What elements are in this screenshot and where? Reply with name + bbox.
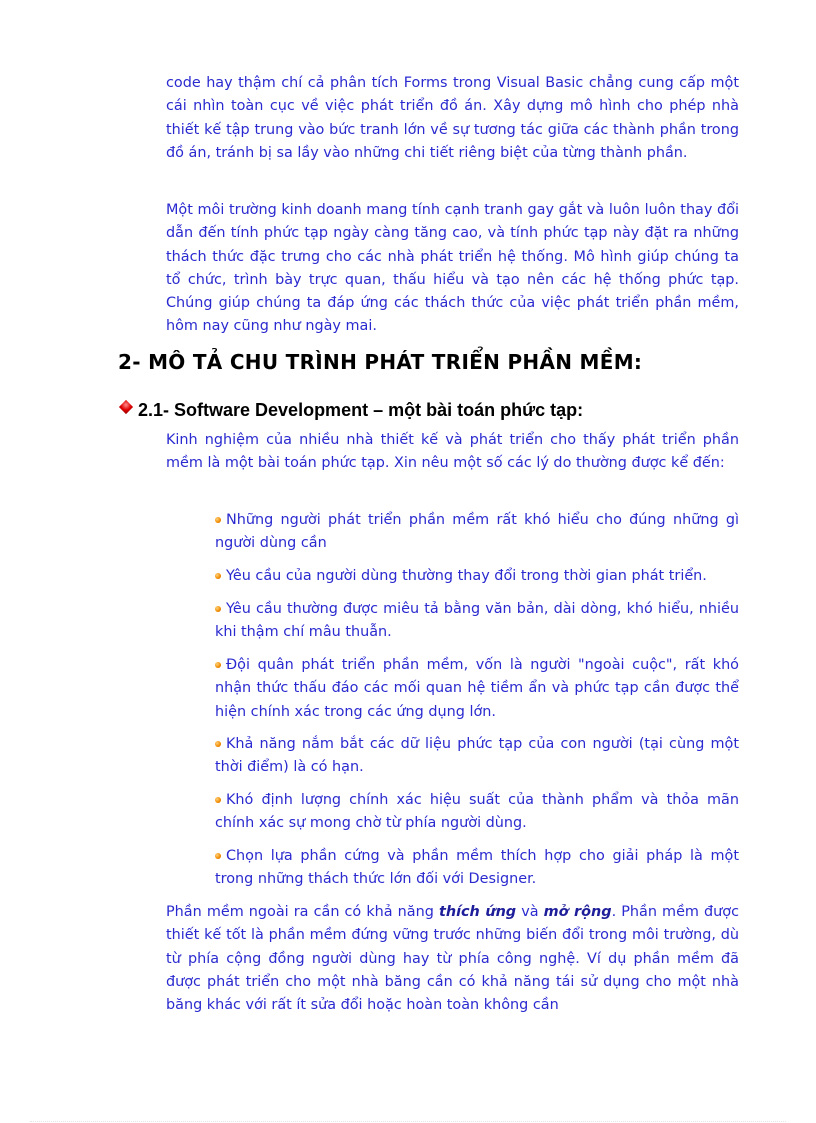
closing-text-start: Phần mềm ngoài ra cần có khả năng xyxy=(166,904,439,920)
subsection-intro: Kinh nghiệm của nhiều nhà thiết kế và phát triển cho thấy phát triển phần mềm là một bài toán phức tạp. Xin nêu một số các lý do thường được kể đến: xyxy=(166,432,739,472)
list-item xyxy=(215,598,739,645)
subsection-heading-text: 2.1- Software Development – một bài toán phức tạp: xyxy=(138,400,584,420)
list-item xyxy=(215,789,739,836)
paragraph-forms-overview: code hay thậm chí cả phân tích Forms trong Visual Basic chẳng cung cấp một cái nhìn toàn cục về việc phát triển đồ án. Xây dựng mô hình cho phép nhà thiết kế tập trung vào bức tranh lớn về sự tương tác giữa các thành phần trong đồ án, tránh bị sa lầy vào những chi tiết riêng biệt của từng thành phần. xyxy=(166,75,739,161)
list-item-text: Những người phát triển phần mềm rất khó hiểu cho đúng những gì người dùng cần xyxy=(215,512,739,552)
red-diamond-icon xyxy=(119,399,133,413)
paragraph-business-environment: Một môi trường kinh doanh mang tính cạnh tranh gay gắt và luôn luôn thay đổi dẫn đến tính phức tạp ngày càng tăng cao, và tính phức tạp này đặt ra những thách thức đặc trưng cho các nhà phát triển hệ thống. Mô hình giúp chúng ta tổ chức, trình bày trực quan, thấu hiểu và tạo nên các hệ thống phức tạp. Chúng giúp chúng ta đáp ứng các thách thức của việc phát triển phần mềm, hôm nay cũng như ngày mai. xyxy=(166,202,739,335)
closing-text-and: và xyxy=(516,904,544,920)
list-item xyxy=(215,509,739,556)
orange-dot-icon xyxy=(215,797,221,803)
orange-dot-icon xyxy=(215,853,221,859)
orange-dot-icon xyxy=(215,517,221,523)
closing-text-end: . Phần mềm được thiết kế tốt là phần mềm đứng vững trước những biến đổi trong môi trường, dù từ phía cộng đồng người dùng hay từ phía công nghệ. Ví dụ phần mềm đã được phát triển cho một nhà băng cần có khả năng tái sử dụng cho một nhà băng khác với rất ít sửa đổi hoặc hoàn toàn không cần xyxy=(166,904,740,1014)
list-item xyxy=(215,733,739,780)
term-adaptability: thích ứng xyxy=(438,904,517,920)
term-extensibility: mở rộng xyxy=(543,904,612,920)
list-item-text: Chọn lựa phần cứng và phần mềm thích hợp cho giải pháp là một trong những thách thức lớn đối với Designer. xyxy=(215,848,739,888)
paragraph-adaptability xyxy=(166,901,739,1017)
orange-dot-icon xyxy=(215,662,221,668)
list-item-text: Yêu cầu thường được miêu tả bằng văn bản, dài dòng, khó hiểu, nhiều khi thậm chí mâu thuẫn. xyxy=(215,601,739,641)
subsection-heading xyxy=(118,400,583,421)
section-heading: 2- MÔ TẢ CHU TRÌNH PHÁT TRIỂN PHẦN MỀM: xyxy=(118,350,643,374)
list-item-text: Khả năng nắm bắt các dữ liệu phức tạp của con người (tại cùng một thời điểm) là có hạn. xyxy=(215,736,739,776)
list-item-text: Đội quân phát triển phần mềm, vốn là người "ngoài cuộc", rất khó nhận thức thấu đáo các mối quan hệ tiềm ẩn và phức tạp cần được thể hiện chính xác trong các ứng dụng lớn. xyxy=(215,657,739,720)
orange-dot-icon xyxy=(215,573,221,579)
list-item-text: Yêu cầu của người dùng thường thay đổi trong thời gian phát triển. xyxy=(226,568,707,584)
orange-dot-icon xyxy=(215,606,221,612)
list-item xyxy=(215,654,739,724)
list-item xyxy=(215,845,739,892)
orange-dot-icon xyxy=(215,741,221,747)
list-item xyxy=(215,565,739,588)
list-item-text: Khó định lượng chính xác hiệu suất của thành phẩm và thỏa mãn chính xác sự mong chờ từ phía người dùng. xyxy=(215,792,739,832)
